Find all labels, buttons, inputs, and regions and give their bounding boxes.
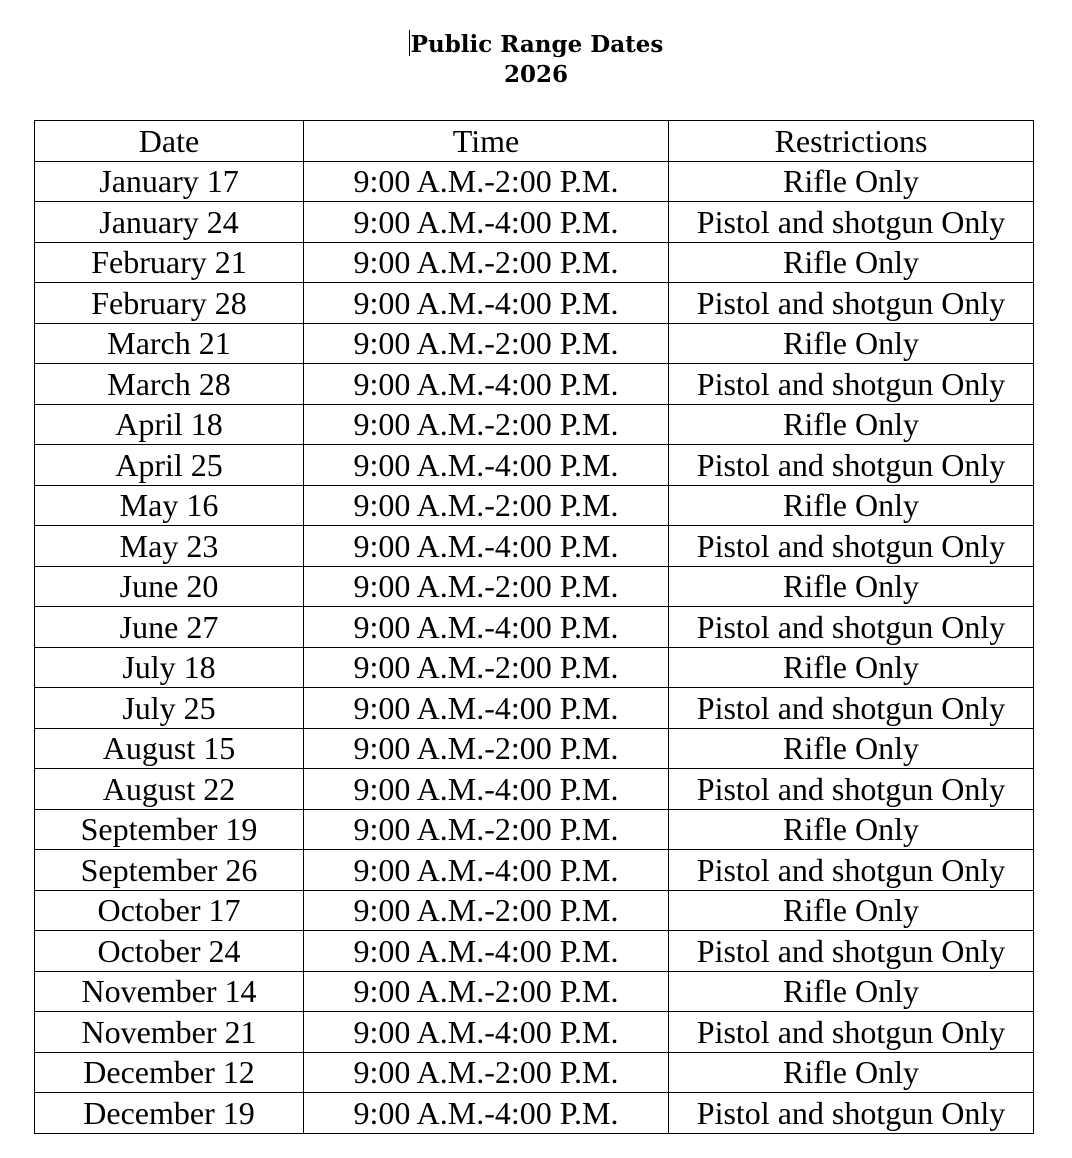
table-row [35,850,1034,891]
cell-date: June 27 [35,607,304,648]
cell-restrictions: Pistol and shotgun Only [669,607,1034,648]
table-row [35,485,1034,526]
table-row [35,688,1034,729]
cell-time: 9:00 A.M.-4:00 P.M. [304,931,669,972]
table-header-row [35,121,1034,162]
table-row [35,607,1034,648]
cell-restrictions: Pistol and shotgun Only [669,688,1034,729]
cell-date: November 21 [35,1012,304,1053]
cell-date: February 21 [35,242,304,283]
cell-time: 9:00 A.M.-2:00 P.M. [304,323,669,364]
cell-time: 9:00 A.M.-2:00 P.M. [304,242,669,283]
cell-time: 9:00 A.M.-4:00 P.M. [304,1093,669,1134]
table-row [35,728,1034,769]
cell-restrictions: Rifle Only [669,485,1034,526]
cell-date: January 17 [35,161,304,202]
cell-restrictions: Rifle Only [669,728,1034,769]
cell-date: December 19 [35,1093,304,1134]
cell-time: 9:00 A.M.-4:00 P.M. [304,1012,669,1053]
table-row [35,566,1034,607]
table-row [35,647,1034,688]
cell-time: 9:00 A.M.-4:00 P.M. [304,607,669,648]
table-row [35,283,1034,324]
cell-time: 9:00 A.M.-4:00 P.M. [304,526,669,567]
document-title-block [0,30,1072,90]
cell-time: 9:00 A.M.-4:00 P.M. [304,202,669,243]
cell-time: 9:00 A.M.-4:00 P.M. [304,850,669,891]
cell-restrictions: Pistol and shotgun Only [669,445,1034,486]
cell-restrictions: Pistol and shotgun Only [669,769,1034,810]
cell-restrictions: Rifle Only [669,809,1034,850]
table-row [35,890,1034,931]
cell-restrictions: Pistol and shotgun Only [669,526,1034,567]
cell-date: May 16 [35,485,304,526]
table-row [35,404,1034,445]
cell-time: 9:00 A.M.-2:00 P.M. [304,485,669,526]
cell-date: November 14 [35,971,304,1012]
cell-time: 9:00 A.M.-2:00 P.M. [304,890,669,931]
cell-time: 9:00 A.M.-2:00 P.M. [304,971,669,1012]
range-schedule-table [34,120,1034,1134]
cell-restrictions: Rifle Only [669,161,1034,202]
cell-time: 9:00 A.M.-2:00 P.M. [304,728,669,769]
table-row [35,769,1034,810]
table-row [35,971,1034,1012]
table-row [35,1093,1034,1134]
cell-time: 9:00 A.M.-2:00 P.M. [304,647,669,688]
table-row [35,161,1034,202]
table-row [35,1012,1034,1053]
cell-date: July 25 [35,688,304,729]
cell-restrictions: Rifle Only [669,566,1034,607]
cell-date: April 18 [35,404,304,445]
cell-restrictions: Pistol and shotgun Only [669,202,1034,243]
header-time: Time [304,121,669,162]
table-row [35,364,1034,405]
cell-restrictions: Pistol and shotgun Only [669,283,1034,324]
cell-time: 9:00 A.M.-4:00 P.M. [304,283,669,324]
cell-date: January 24 [35,202,304,243]
cell-restrictions: Rifle Only [669,323,1034,364]
page-year: 2026 [503,61,568,88]
page-title: Public Range Dates [410,31,664,58]
cell-date: August 22 [35,769,304,810]
cell-date: August 15 [35,728,304,769]
table-row [35,202,1034,243]
cell-date: March 28 [35,364,304,405]
cell-date: December 12 [35,1052,304,1093]
cell-restrictions: Rifle Only [669,242,1034,283]
cell-restrictions: Pistol and shotgun Only [669,1093,1034,1134]
cell-time: 9:00 A.M.-2:00 P.M. [304,161,669,202]
cell-date: October 24 [35,931,304,972]
cell-time: 9:00 A.M.-4:00 P.M. [304,688,669,729]
cell-time: 9:00 A.M.-2:00 P.M. [304,809,669,850]
table-row [35,526,1034,567]
cell-time: 9:00 A.M.-4:00 P.M. [304,769,669,810]
table-body [35,161,1034,1133]
cell-restrictions: Rifle Only [669,971,1034,1012]
cell-restrictions: Rifle Only [669,890,1034,931]
cell-time: 9:00 A.M.-4:00 P.M. [304,445,669,486]
cell-restrictions: Pistol and shotgun Only [669,364,1034,405]
header-date: Date [35,121,304,162]
table-row [35,445,1034,486]
table-row [35,1052,1034,1093]
cell-date: February 28 [35,283,304,324]
table-row [35,931,1034,972]
cell-time: 9:00 A.M.-2:00 P.M. [304,404,669,445]
cell-restrictions: Rifle Only [669,1052,1034,1093]
cell-restrictions: Pistol and shotgun Only [669,850,1034,891]
cell-date: October 17 [35,890,304,931]
cell-date: June 20 [35,566,304,607]
table-row [35,809,1034,850]
cell-date: March 21 [35,323,304,364]
page-title-line [0,30,1072,60]
cell-time: 9:00 A.M.-2:00 P.M. [304,1052,669,1093]
cell-restrictions: Pistol and shotgun Only [669,931,1034,972]
cell-time: 9:00 A.M.-2:00 P.M. [304,566,669,607]
cell-restrictions: Pistol and shotgun Only [669,1012,1034,1053]
cell-restrictions: Rifle Only [669,404,1034,445]
cell-date: July 18 [35,647,304,688]
cell-date: September 19 [35,809,304,850]
cell-date: April 25 [35,445,304,486]
table-row [35,323,1034,364]
text-cursor [409,30,410,56]
cell-restrictions: Rifle Only [669,647,1034,688]
table-row [35,242,1034,283]
cell-time: 9:00 A.M.-4:00 P.M. [304,364,669,405]
cell-date: September 26 [35,850,304,891]
header-restrictions: Restrictions [669,121,1034,162]
cell-date: May 23 [35,526,304,567]
